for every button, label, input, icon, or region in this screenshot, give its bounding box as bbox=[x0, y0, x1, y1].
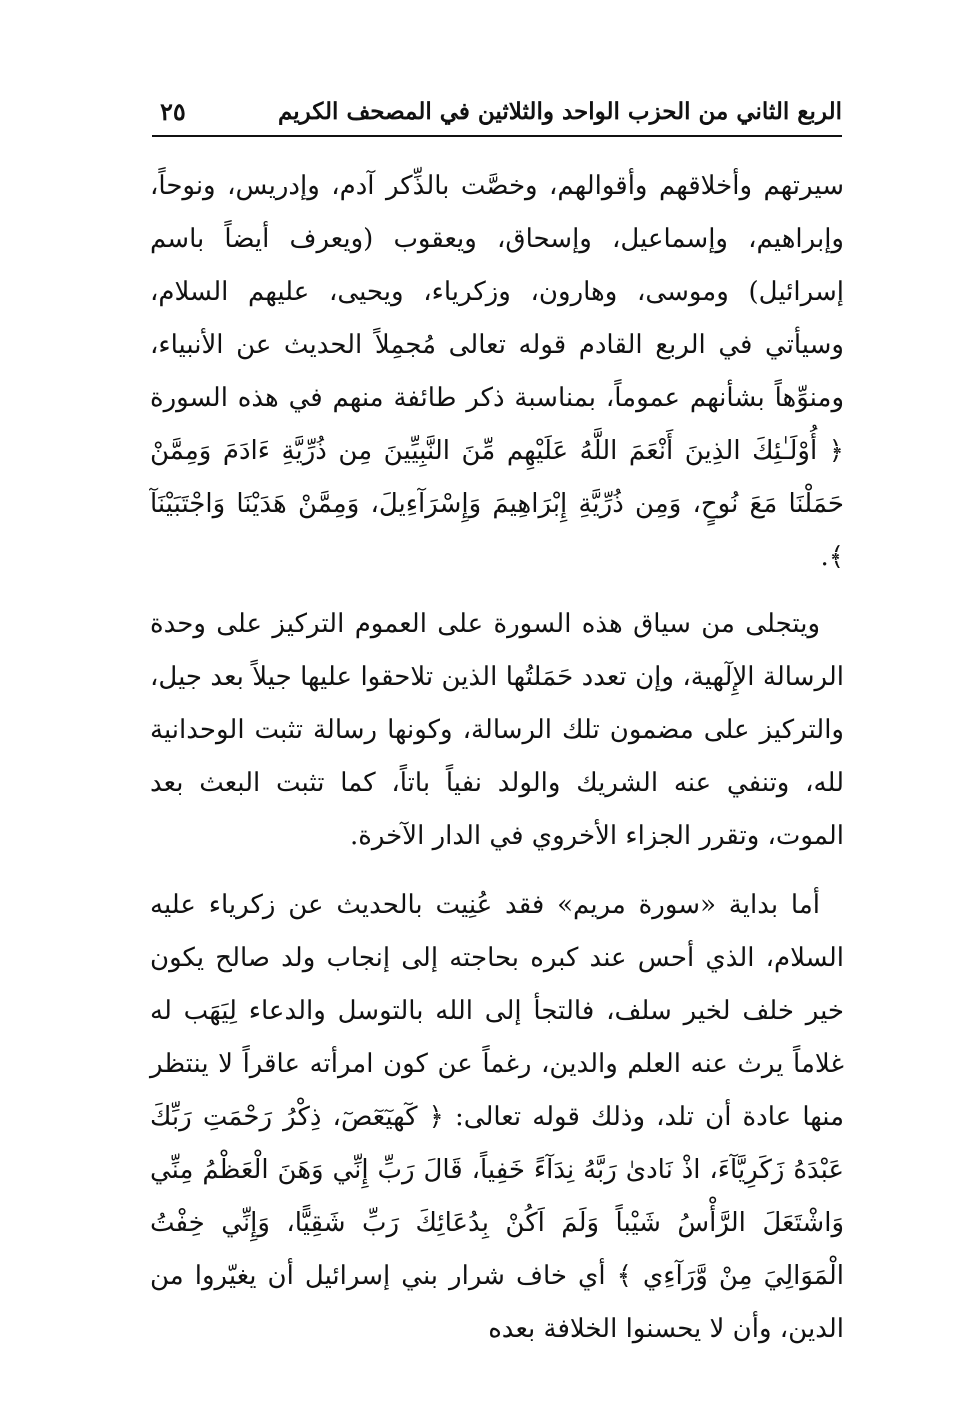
paragraph-1 bbox=[150, 160, 844, 584]
running-header bbox=[152, 96, 842, 136]
header-rule bbox=[152, 135, 842, 137]
paragraph-3 bbox=[150, 879, 844, 1356]
paragraph-3-text: أما بداية «سورة مريم» فقد عُنِيت بالحديث عن زكرياء عليه السلام، الذي أحس عند كبره بحاجته إلى إنجاب ولد صالح يكون خير خلف لخير سلف، فالتجأ إلى الله بالتوسل والدعاء لِيَهَب له غلاماً يرث عنه العلم والدين، رغماً عن كون امرأته عاقراً لا ينتظر منها عادة أن تلد، وذلك قوله تعالى: bbox=[150, 890, 844, 1132]
page-number: ٢٥ bbox=[160, 97, 186, 126]
header-title: الربع الثاني من الحزب الواحد والثلاثين في المصحف الكريم bbox=[277, 98, 842, 125]
paragraph-2-text: ويتجلى من سياق هذه السورة على العموم التركيز على وحدة الرسالة الإِلٓهية، وإن تعدد حَمَلتُها الذين تلاحقوا عليها جيلاً بعد جيل، والتركيز على مضمون تلك الرسالة، وكونها رسالة تثبت الوحدانية لله، وتنفي عنه الشريك والولد نفياً باتاً، كما تثبت البعث بعد الموت، وتقرر الجزاء الأخروي في الدار الآخرة. bbox=[150, 609, 844, 851]
paragraph-1-end: . bbox=[820, 542, 829, 572]
quran-verse-2: ﴿ كٓهيٓعٓصٓ، ذِكْرُ رَحْمَتِ رَبِّكَ عَبْدَهُ زَكَرِيَّآءَ، اذْ نَادىٰ رَبَّهُ نِدَآءً خَفِياً، قَالَ رَبِّ إِنِّي وَهَنَ الْعَظْمُ مِنِّي وَاشْتَعَلَ الرَّأْسُ شَيْباً وَلَمَ اَكُنْ بِدُعَائِكَ رَبِّ شَقِيًّا، وَإِنِّي خِفْتُ الْمَوَالِيَ مِنْ وَّرَآءِي ﴾ bbox=[150, 1102, 845, 1291]
body-text bbox=[150, 160, 844, 1356]
paragraph-1-text: سيرتهم وأخلاقهم وأقوالهم، وخصَّت بالذِّكر آدم، وإدريس، ونوحاً، وإبراهيم، وإسماعيل، وإسحاق، ويعقوب (ويعرف أيضاً باسم إسرائيل) وموسى، وهارون، وزكرياء، ويحيى، عليهم السلام، وسيأتي في الربع القادم قوله تعالى مُجمِلاً الحديث عن الأنبياء، ومنوِّهاً بشأنهم عموماً، بمناسبة ذكر طائفة منهم في هذه السورة bbox=[150, 171, 844, 413]
quran-verse-1: ﴿ أُوْلَـٰئِكَ الذِينَ أَنْعَمَ اللَّهُ عَلَيْهِم مِّنَ النَّبِيِّينَ مِن ذُرِّيَّةِ ءَادَمَ وَمِمَّنْ حَمَلْنَا مَعَ نُوحٍ، وَمِن ذُرِّيَّةِ إِبْرَاهِيمَ وَإِسْرَآءِيلَ، وَمِمَّنْ هَدَيْنَا وَاجْتَبَيْنَآ ﴾ bbox=[150, 436, 844, 572]
paragraph-3-end: أي خاف شرار بني إسرائيل أن يغيّروا من الدين، وأن لا يحسنوا الخلافة بعده bbox=[150, 1261, 844, 1344]
paragraph-2 bbox=[150, 598, 844, 863]
